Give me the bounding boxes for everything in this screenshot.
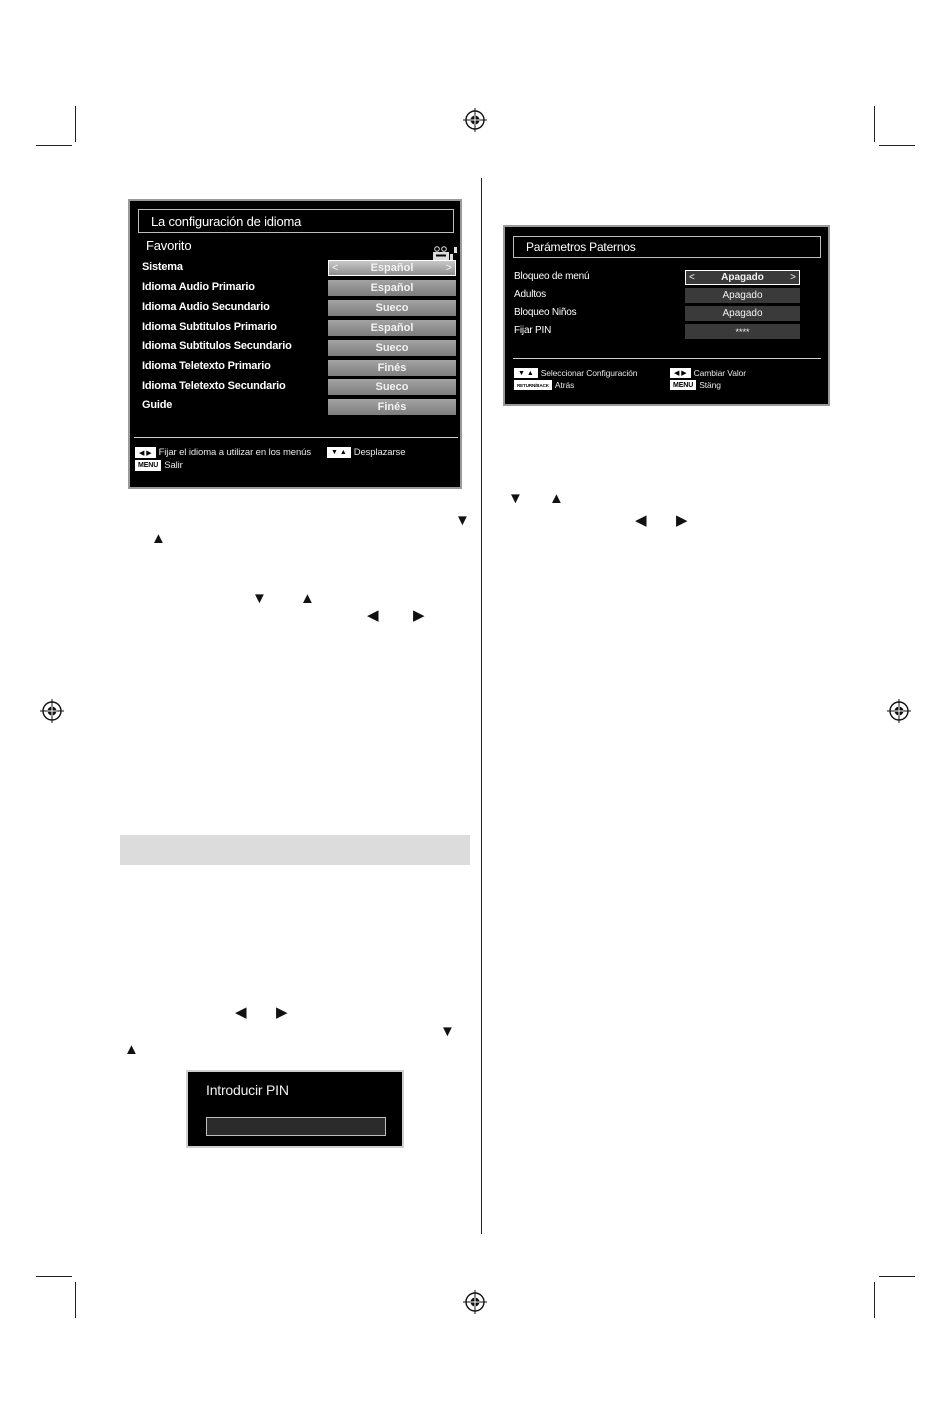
row-label: Idioma Audio Secundario (142, 301, 270, 313)
left-arrow-icon: ◀ (367, 607, 379, 624)
pin-input[interactable] (206, 1117, 386, 1136)
value-field[interactable]: Sueco (328, 379, 456, 395)
left-right-key-icon: ◀ ▶ (670, 368, 691, 378)
value-text: Apagado (721, 272, 764, 283)
value-field[interactable]: Apagado (685, 288, 800, 303)
chevron-left-icon[interactable]: < (689, 272, 695, 283)
registration-mark-icon (463, 108, 487, 132)
crop-mark (75, 106, 76, 142)
registration-mark-icon (887, 699, 911, 723)
registration-mark-icon (40, 699, 64, 723)
language-settings-screen (128, 199, 462, 489)
value-field[interactable]: Sueco (328, 300, 456, 316)
parental-settings-screen (503, 225, 830, 406)
menu-title: Parámetros Paternos (513, 236, 821, 258)
pin-value-field[interactable]: **** (685, 324, 800, 339)
column-divider (481, 178, 482, 1234)
crop-mark (874, 1282, 875, 1318)
crop-mark (879, 1276, 915, 1277)
row-label: Fijar PIN (514, 325, 552, 336)
chevron-right-icon[interactable]: > (790, 272, 796, 283)
return-back-key-icon: RETURN/BACK (514, 380, 552, 390)
hint-change-value: ◀ ▶ Cambiar Valor (670, 368, 746, 378)
up-arrow-icon: ▲ (300, 590, 315, 607)
row-label: Idioma Subtitulos Secundario (142, 340, 292, 352)
section-header-band (120, 835, 470, 865)
right-arrow-icon: ▶ (676, 512, 688, 529)
chevron-right-icon[interactable]: > (445, 262, 452, 274)
value-text: Español (370, 262, 414, 274)
value-field[interactable]: Finés (328, 399, 456, 415)
crop-mark (36, 1276, 72, 1277)
value-field[interactable]: Español (328, 320, 456, 336)
down-arrow-icon: ▼ (252, 590, 267, 607)
chevron-left-icon[interactable]: < (332, 262, 339, 274)
pin-entry-dialog (186, 1070, 404, 1148)
value-field[interactable]: Sueco (328, 340, 456, 356)
row-label: Bloqueo Niños (514, 307, 577, 318)
hint-exit: MENU Salir (135, 460, 183, 471)
up-arrow-icon: ▲ (124, 1041, 139, 1058)
value-selector[interactable] (685, 270, 800, 285)
menu-key-icon: MENU (135, 460, 161, 471)
up-arrow-icon: ▲ (151, 530, 166, 547)
row-label: Idioma Teletexto Secundario (142, 380, 286, 392)
hint-select: ▼ ▲ Seleccionar Configuración (514, 368, 637, 378)
row-label: Bloqueo de menú (514, 271, 590, 282)
divider (134, 437, 458, 438)
hint-back: RETURN/BACK Atrás (514, 380, 574, 390)
registration-mark-icon (463, 1290, 487, 1314)
up-down-key-icon: ▼ ▲ (327, 447, 351, 458)
section-heading: Favorito (146, 238, 192, 253)
crop-mark (874, 106, 875, 142)
value-selector[interactable] (328, 260, 456, 276)
menu-title: La configuración de idioma (138, 209, 454, 233)
left-right-key-icon: ◀ ▶ (135, 447, 156, 458)
down-arrow-icon: ▼ (455, 512, 470, 529)
up-arrow-icon: ▲ (549, 490, 564, 507)
hint-close: MENU Stäng (670, 380, 721, 390)
dialog-title: Introducir PIN (206, 1082, 289, 1098)
value-field[interactable]: Finés (328, 360, 456, 376)
row-label: Adultos (514, 289, 546, 300)
row-label: Idioma Subtitulos Primario (142, 321, 277, 333)
crop-mark (75, 1282, 76, 1318)
value-field[interactable]: Apagado (685, 306, 800, 321)
row-label: Sistema (142, 261, 183, 273)
right-arrow-icon: ▶ (413, 607, 425, 624)
right-arrow-icon: ▶ (276, 1004, 288, 1021)
divider (513, 358, 821, 359)
hint-scroll: ▼ ▲ Desplazarse (327, 447, 405, 458)
left-arrow-icon: ◀ (235, 1004, 247, 1021)
row-label: Idioma Teletexto Primario (142, 360, 271, 372)
row-label: Guide (142, 399, 173, 411)
row-label: Idioma Audio Primario (142, 281, 255, 293)
crop-mark (879, 145, 915, 146)
menu-key-icon: MENU (670, 380, 696, 390)
hint-set-language: ◀ ▶ Fijar el idioma a utilizar en los menús (135, 447, 311, 458)
crop-mark (36, 145, 72, 146)
value-field[interactable]: Español (328, 280, 456, 296)
up-down-key-icon: ▼ ▲ (514, 368, 538, 378)
left-arrow-icon: ◀ (635, 512, 647, 529)
down-arrow-icon: ▼ (508, 490, 523, 507)
down-arrow-icon: ▼ (440, 1023, 455, 1040)
